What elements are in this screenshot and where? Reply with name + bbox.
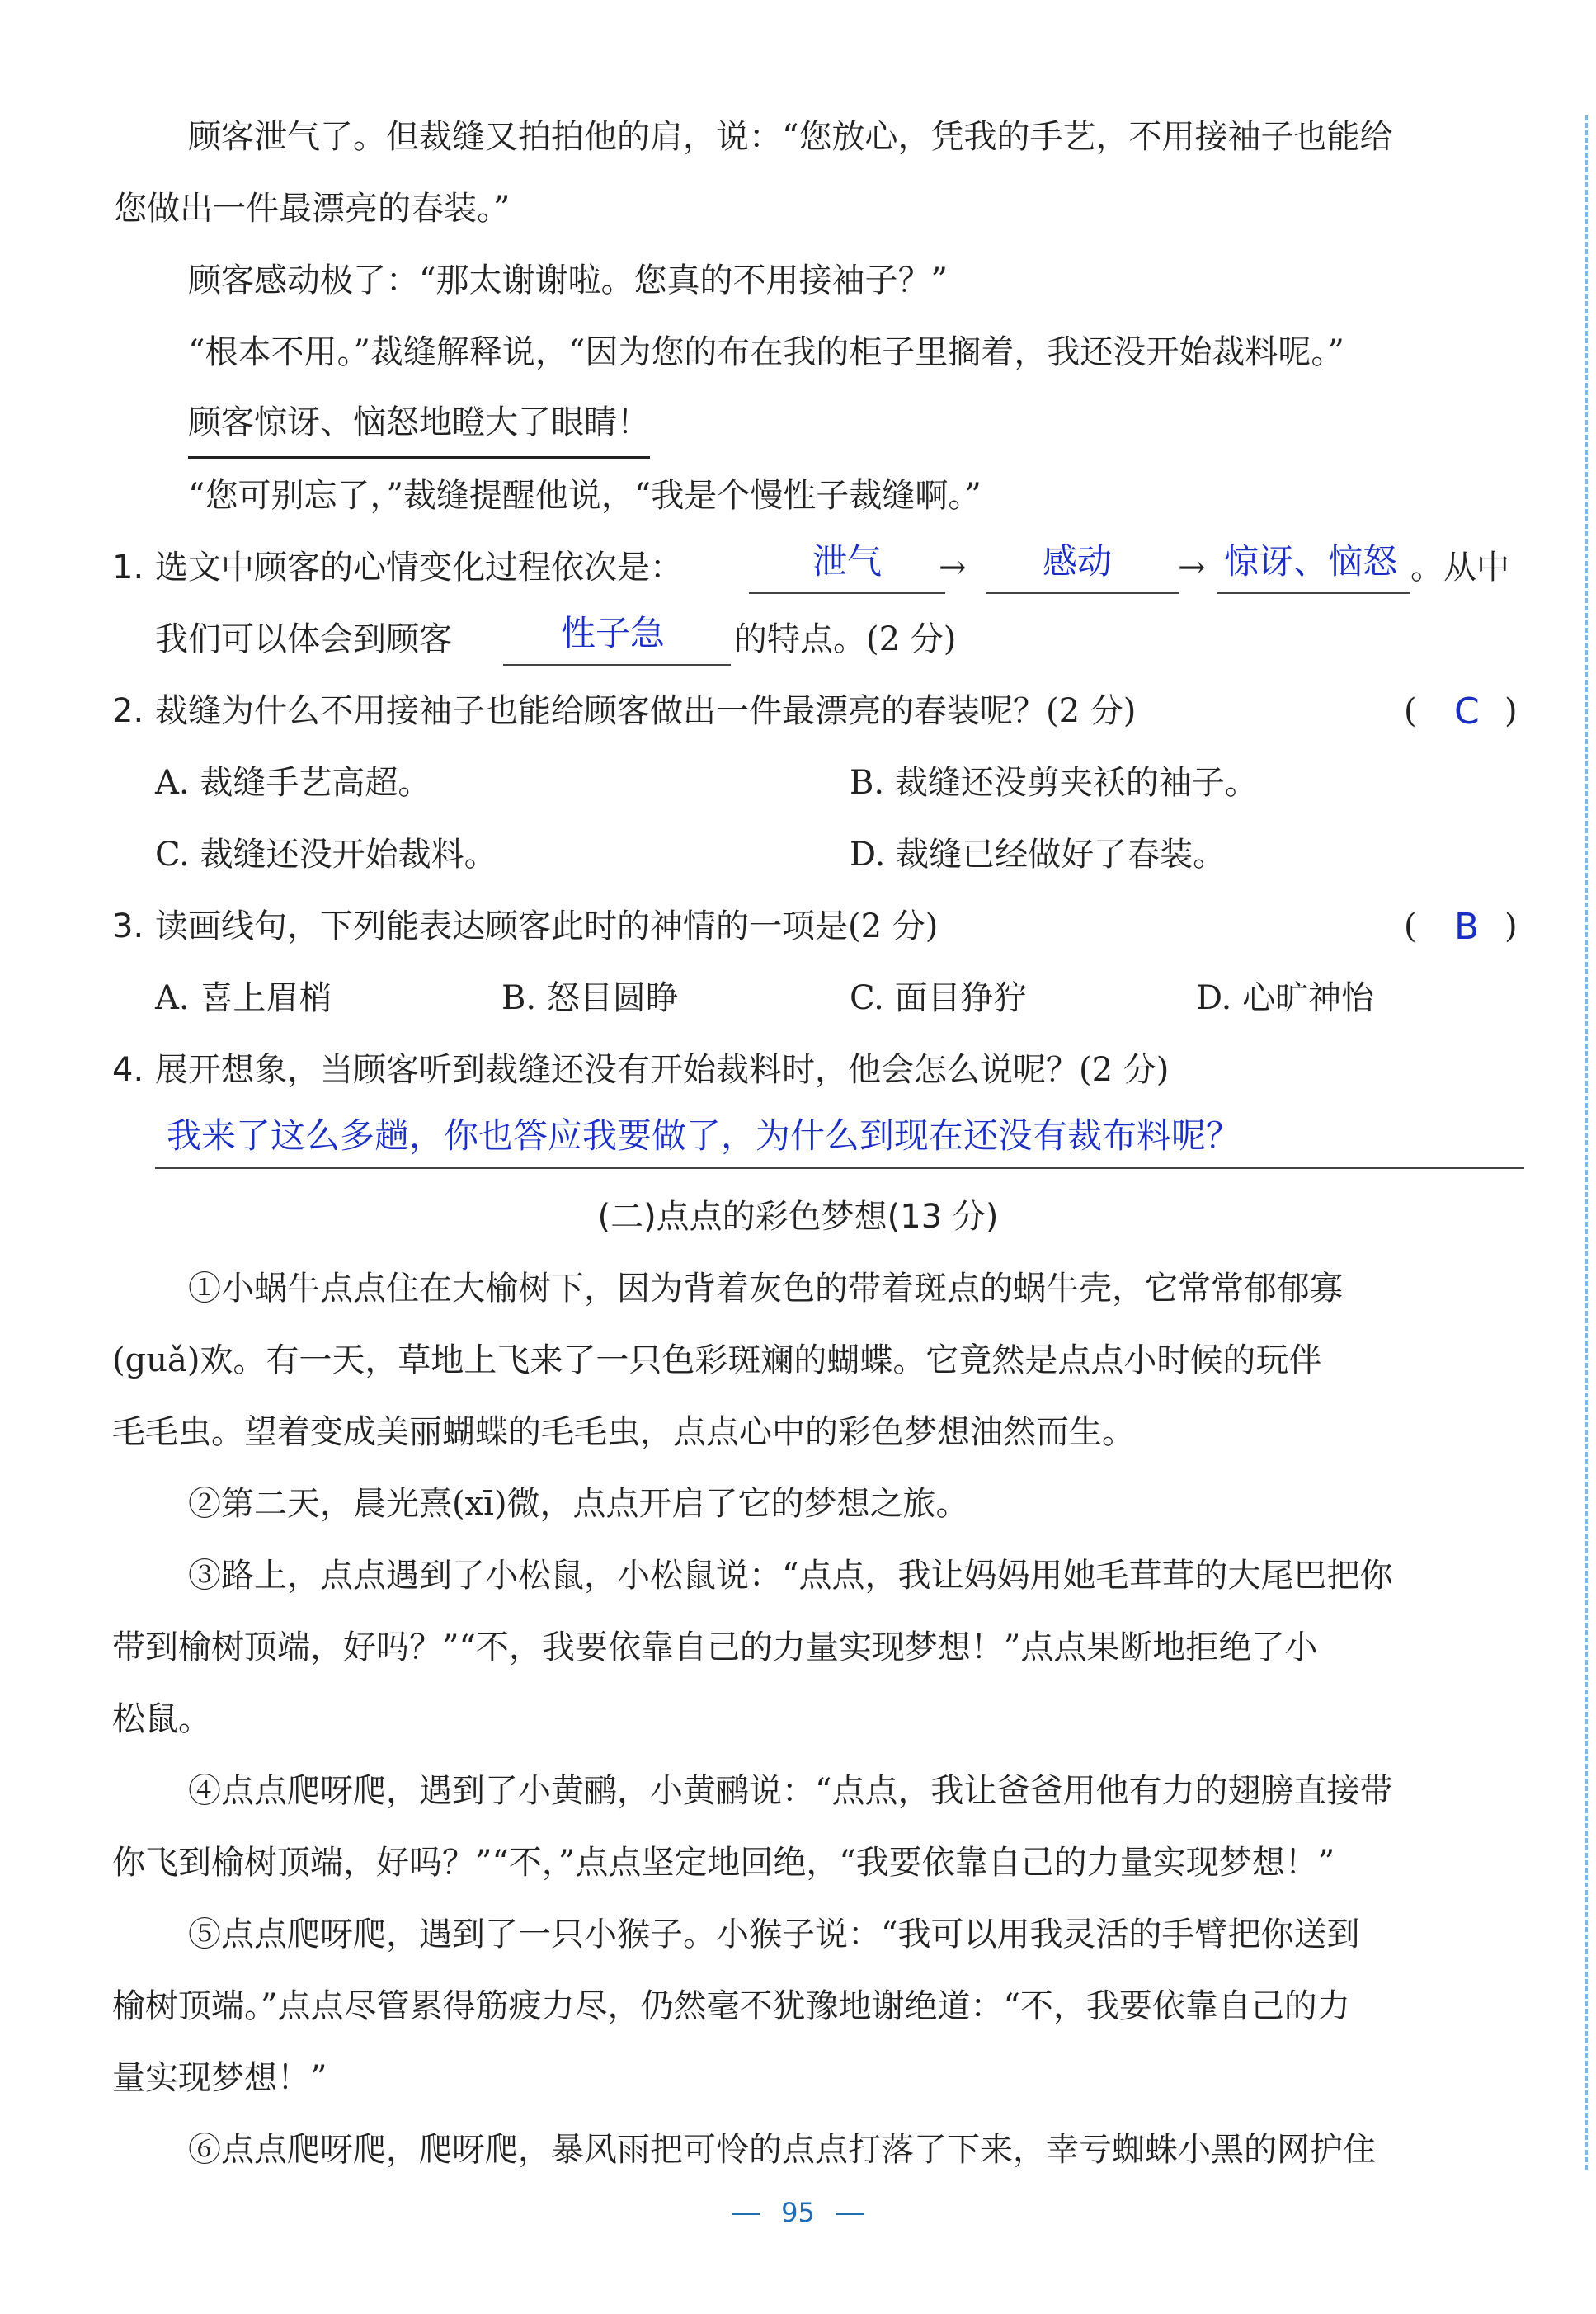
dash-left — [732, 2213, 760, 2215]
passage-line: ④点点爬呀爬，遇到了小黄鹂，小黄鹂说：“点点，我让爸爸用他有力的翅膀直接带 — [188, 1772, 1393, 1810]
question-3-options — [0, 963, 1596, 1034]
question-2-options-row-1 — [0, 747, 1596, 818]
option-d[interactable]: D. 裁缝已经做好了春装。 — [850, 836, 1226, 874]
question-1-line-1: 1. 选文中顾客的心情变化过程依次是： → → 。从中 — [112, 549, 1509, 587]
answer-2: 感动 — [1043, 541, 1113, 582]
question-3: 3. 读画线句，下列能表达顾客此时的神情的一项是(2 分) ( ) — [112, 907, 1518, 945]
passage-line: 量实现梦想！” — [112, 2059, 327, 2097]
option-b[interactable]: B. 怒目圆睁 — [501, 979, 679, 1017]
passage-line: ①小蜗牛点点住在大榆树下，因为背着灰色的带着斑点的蜗牛壳，它常常郁郁寡 — [188, 1270, 1343, 1308]
answer-1: 泄气 — [812, 541, 883, 582]
option-a[interactable]: A. 喜上眉梢 — [155, 979, 332, 1017]
question-4-answer: 我来了这么多趟，你也答应我要做了，为什么到现在还没有裁布料呢？ — [167, 1115, 1241, 1156]
page-number: 95 — [0, 2188, 1596, 2237]
passage-line: ③路上，点点遇到了小松鼠，小松鼠说：“点点，我让妈妈用她毛茸茸的大尾巴把你 — [188, 1557, 1393, 1595]
section-title: (二)点点的彩色梦想(13 分) — [597, 1198, 999, 1236]
option-c[interactable]: C. 裁缝还没开始裁料。 — [155, 836, 497, 874]
passage-line: 毛毛虫。望着变成美丽蝴蝶的毛毛虫，点点心中的彩色梦想油然而生。 — [112, 1413, 1135, 1451]
question-1-line-2: 我们可以体会到顾客 的特点。(2 分) — [155, 620, 957, 658]
option-c[interactable]: C. 面目狰狞 — [850, 979, 1027, 1017]
story-paragraph-5: “您可别忘了，”裁缝提醒他说，“我是个慢性子裁缝啊。” — [188, 477, 982, 515]
passage-line: ⑥点点爬呀爬，爬呀爬，暴风雨把可怜的点点打落了下来，幸亏蜘蛛小黑的网护住 — [188, 2131, 1376, 2169]
passage-line: 带到榆树顶端，好吗？”“不，我要依靠自己的力量实现梦想！”点点果断地拒绝了小 — [112, 1628, 1318, 1666]
story-paragraph-3: “根本不用。”裁缝解释说，“因为您的布在我的柜子里搁着，我还没开始裁料呢。” — [188, 333, 1344, 371]
story-paragraph-1b: 您做出一件最漂亮的春装。” — [114, 190, 511, 228]
question-4: 4. 展开想象，当顾客听到裁缝还没有开始裁料时，他会怎么说呢？(2 分) — [112, 1051, 1170, 1089]
passage-line: (guǎ)欢。有一天，草地上飞来了一只色彩斑斓的蝴蝶。它竟然是点点小时候的玩伴 — [112, 1341, 1322, 1379]
answer-4: 性子急 — [561, 613, 666, 653]
answer-3: 惊讶、恼怒 — [1224, 541, 1398, 582]
option-b[interactable]: B. 裁缝还没剪夹袄的袖子。 — [850, 764, 1258, 802]
underlined-sentence: 顾客惊讶、恼怒地瞪大了眼睛！ — [0, 389, 1596, 460]
story-paragraph-1a: 顾客泄气了。但裁缝又拍拍他的肩，说：“您放心，凭我的手艺，不用接袖子也能给 — [188, 118, 1393, 156]
passage-line: 松鼠。 — [112, 1700, 211, 1738]
question-2-answer: C — [1454, 690, 1480, 733]
passage-line: ⑤点点爬呀爬，遇到了一只小猴子。小猴子说：“我可以用我灵活的手臂把你送到 — [188, 1916, 1360, 1953]
question-2: 2. 裁缝为什么不用接袖子也能给顾客做出一件最漂亮的春装呢？(2 分) ( ) — [112, 692, 1518, 730]
dash-right — [836, 2213, 864, 2215]
passage-line: 榆树顶端。”点点尽管累得筋疲力尽，仍然毫不犹豫地谢绝道：“不，我要依靠自己的力 — [112, 1987, 1350, 2025]
question-2-options-row-2 — [0, 819, 1596, 890]
story-paragraph-2: 顾客感动极了：“那太谢谢啦。您真的不用接袖子？” — [188, 262, 948, 299]
option-a[interactable]: A. 裁缝手艺高超。 — [155, 764, 431, 802]
passage-line: ②第二天，晨光熹(xī)微，点点开启了它的梦想之旅。 — [188, 1485, 969, 1523]
question-3-answer: B — [1454, 906, 1480, 948]
passage-line: 你飞到榆树顶端，好吗？”“不，”点点坚定地回绝，“我要依靠自己的力量实现梦想！” — [112, 1844, 1335, 1882]
option-d[interactable]: D. 心旷神怡 — [1196, 979, 1375, 1017]
answer-line[interactable] — [155, 1167, 1524, 1169]
